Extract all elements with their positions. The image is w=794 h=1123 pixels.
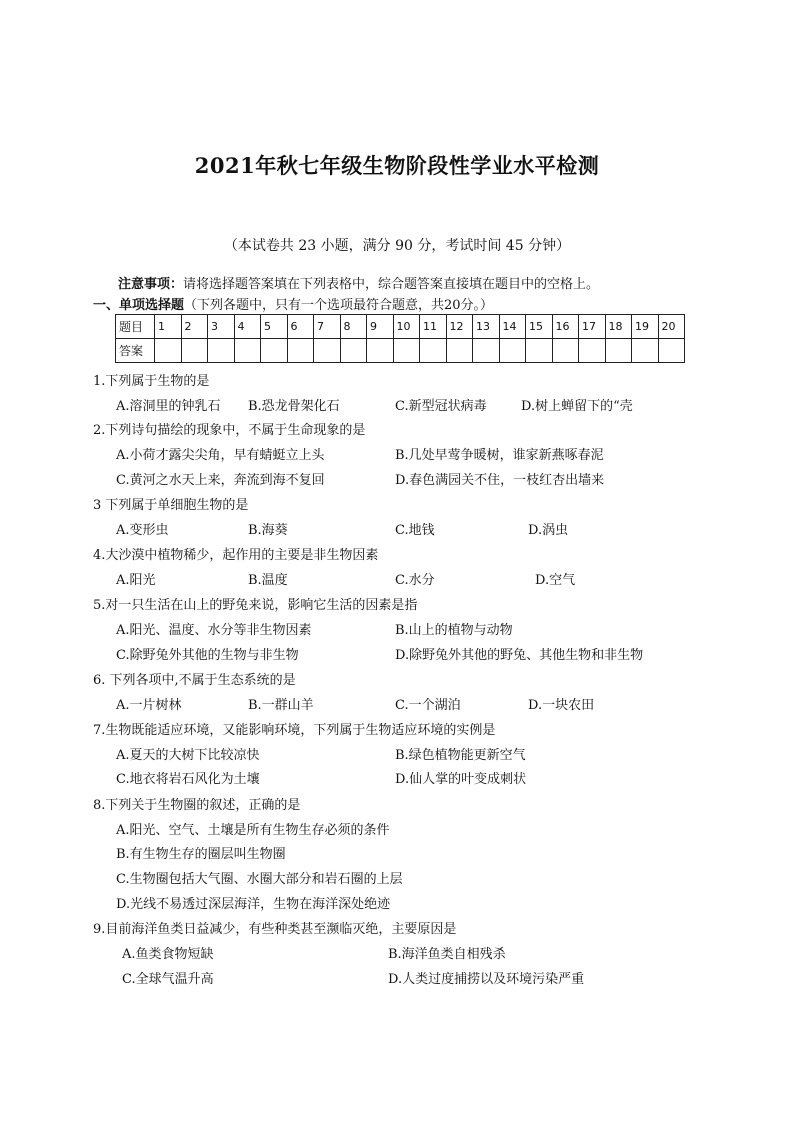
question-9-option-a: A.鱼类食物短缺 [122,947,214,962]
question-2-option-b: B.几处早莺争暖树，谁家新燕啄春泥 [395,448,604,463]
answer-cell[interactable] [393,339,420,363]
answer-cell[interactable] [579,339,606,363]
question-4-option-b: B.温度 [248,573,288,588]
question-7-stem: 7.生物既能适应环境，又能影响环境，下列属于生物适应环境的实例是 [93,723,496,738]
question-9-option-c: C.全球气温升高 [122,972,214,987]
answer-cell[interactable] [340,339,367,363]
answer-cell[interactable] [526,339,553,363]
question-5-option-b: B.山上的植物与动物 [395,623,513,638]
answer-cell[interactable] [181,339,208,363]
question-5-option-a: A.阳光、温度、水分等非生物因素 [116,623,312,638]
answer-cell[interactable] [499,339,526,363]
table-cell-number: 1 [155,315,182,339]
table-cell-number: 3 [208,315,235,339]
table-cell-number: 18 [605,315,632,339]
question-7-option-d: D.仙人掌的叶变成刺状 [395,772,527,787]
question-8-option-c: C.生物圈包括大气圈、水圈大部分和岩石圈的上层 [116,872,403,887]
answer-cell[interactable] [552,339,579,363]
question-8-option-a: A.阳光、空气、土壤是所有生物生存必须的条件 [116,823,390,838]
question-4-option-c: C.水分 [395,573,435,588]
question-6-option-c: C.一个湖泊 [395,698,461,713]
answer-cell[interactable] [632,339,659,363]
table-row-label-answers: 答案 [116,339,155,363]
question-8-option-d: D.光线不易透过深层海洋，生物在海洋深处绝迹 [116,897,391,912]
table-cell-number: 20 [658,315,685,339]
question-3-option-b: B.海葵 [248,523,288,538]
question-6-option-b: B.一群山羊 [248,698,314,713]
question-9-option-b: B.海洋鱼类自相残杀 [388,947,506,962]
answer-cell[interactable] [658,339,685,363]
question-2-stem: 2.下列诗句描绘的现象中，不属于生命现象的是 [93,423,366,438]
table-cell-number: 9 [367,315,394,339]
question-3-stem: 3 下列属于单细胞生物的是 [93,498,249,513]
answer-cell[interactable] [420,339,447,363]
section-instructions: （下列各题中，只有一个选项最符合题意，共20分。） [184,298,494,313]
table-cell-number: 16 [552,315,579,339]
table-cell-number: 7 [314,315,341,339]
notice-label: 注意事项： [118,277,184,292]
question-3-option-a: A.变形虫 [116,523,169,538]
answer-cell[interactable] [208,339,235,363]
table-cell-number: 12 [446,315,473,339]
table-cell-number: 8 [340,315,367,339]
question-1-option-c: C.新型冠状病毒 [395,399,487,414]
question-4-option-d: D.空气 [535,573,576,588]
answer-cell[interactable] [446,339,473,363]
notice-text: 请将选择题答案填在下列表格中，综合题答案直接填在题目中的空格上。 [183,277,600,292]
question-3-option-c: C.地钱 [395,523,435,538]
page-title: 2021年秋七年级生物阶段性学业水平检测 [194,153,600,178]
table-cell-number: 4 [234,315,261,339]
table-cell-number: 17 [579,315,606,339]
answer-table-answer-row [116,339,685,363]
notice [118,273,599,292]
question-1-option-d: D.树上蝉留下的“壳 [521,399,633,414]
answer-cell[interactable] [473,339,500,363]
answer-cell[interactable] [287,339,314,363]
table-cell-number: 19 [632,315,659,339]
question-8-stem: 8.下列关于生物圈的叙述，正确的是 [93,798,301,813]
section-heading [93,294,493,313]
answer-cell[interactable] [367,339,394,363]
section-label: 一、单项选择题 [93,298,185,313]
table-cell-number: 13 [473,315,500,339]
table-cell-number: 5 [261,315,288,339]
question-1-stem: 1.下列属于生物的是 [93,374,210,389]
question-8-option-b: B.有生物生存的圈层叫生物圈 [116,847,286,862]
answer-cell[interactable] [261,339,288,363]
question-5-stem: 5.对一只生活在山上的野兔来说，影响它生活的因素是指 [93,598,418,613]
exam-info: （本试卷共 23 小题，满分 90 分，考试时间 45 分钟） [223,238,571,254]
question-6-stem: 6. 下列各项中,不属于生态系统的是 [93,673,296,688]
question-5-option-c: C.除野兔外其他的生物与非生物 [116,648,299,663]
table-cell-number: 15 [526,315,553,339]
question-4-stem: 4.大沙漠中植物稀少，起作用的主要是非生物因素 [93,548,379,563]
table-cell-number: 10 [393,315,420,339]
question-7-option-c: C.地衣将岩石风化为土壤 [116,772,260,787]
question-5-option-d: D.除野兔外其他的野兔、其他生物和非生物 [395,648,644,663]
table-row-label-questions: 题目 [116,315,155,339]
question-1-option-a: A.溶洞里的钟乳石 [116,399,221,414]
answer-table [115,314,685,363]
table-cell-number: 6 [287,315,314,339]
question-1-option-b: B.恐龙骨架化石 [248,399,340,414]
answer-cell[interactable] [155,339,182,363]
answer-cell[interactable] [314,339,341,363]
table-cell-number: 2 [181,315,208,339]
question-2-option-c: C.黄河之水天上来，奔流到海不复回 [116,473,325,488]
answer-cell[interactable] [234,339,261,363]
question-2-option-a: A.小荷才露尖尖角，早有蜻蜓立上头 [116,448,325,463]
question-9-stem: 9.目前海洋鱼类日益减少，有些种类甚至濒临灭绝，主要原因是 [93,922,457,937]
question-6-option-d: D.一块农田 [528,698,595,713]
answer-cell[interactable] [605,339,632,363]
question-6-option-a: A.一片树林 [116,698,182,713]
table-cell-number: 14 [499,315,526,339]
question-7-option-b: B.绿色植物能更新空气 [395,748,526,763]
question-9-option-d: D.人类过度捕捞以及环境污染严重 [388,972,585,987]
answer-table-number-row [116,315,685,339]
question-4-option-a: A.阳光 [116,573,156,588]
question-2-option-d: D.春色满园关不住，一枝红杏出墙来 [395,473,605,488]
table-cell-number: 11 [420,315,447,339]
question-7-option-a: A.夏天的大树下比较凉快 [116,748,260,763]
question-3-option-d: D.涡虫 [528,523,569,538]
